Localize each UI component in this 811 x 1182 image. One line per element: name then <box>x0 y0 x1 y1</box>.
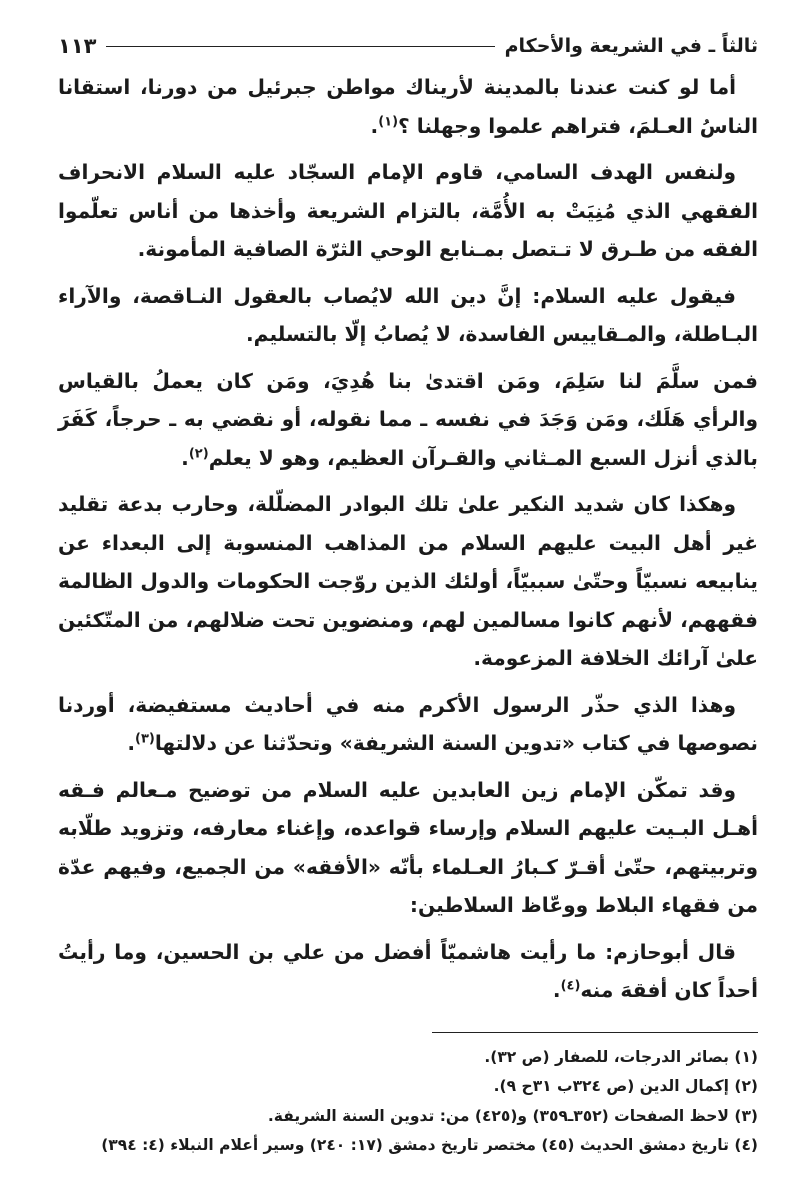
paragraph: وهذا الذي حذّر الرسول الأكرم منه في أحاديث مستفيضة، أوردنا نصوصها في كتاب «تدوين السنة الشريفة» وتحدّثنا عن دلالتها$^{(٣)}$. <box>58 692 758 755</box>
paragraph: قال أبوحازم: ما رأيت هاشميّاً أفضل من علي بن الحسين، وما رأيتُ أحداً كان أفقهَ منه$^{(٤)}$. <box>58 939 758 1002</box>
footnote: (٢) إكمال الدين (ص ٣٢٤ب ٣١ح ٩). <box>493 1077 758 1095</box>
paragraph: ولنفس الهدف السامي، قاوم الإمام السجّاد عليه السلام الانحراف الفقهي الذي مُنِيَتْ به الأُمَّة، بالتزام الشريعة وأخذها من أناس تعلّموا الفقه من طـرق لا تـتصل بمـنابع الوحي الثرّة الصافية المأمونة. <box>58 160 758 261</box>
footnote-ref: (١) <box>378 113 399 129</box>
paragraph: وقد تمكّن الإمام زين العابدين عليه السلام من توضيح مـعالم فـقه أهـل البـيت عليهم السلام وإرساء قواعده، وإغناء معارفه، وتزويد طلّابه وتربيتهم، حتّىٰ أقـرّ كـبارُ العـلماء بأنّه «الأفقه» من الجميع، وفيهم عدّة من فقهاء البلاط ووعّاظ السلاطين: <box>58 777 758 917</box>
paragraph: أما لو كنت عندنا بالمدينة لأريناك مواطن جبرئيل من دورنا، استقانا الناسُ العـلمَ، فتراهم علموا وجهلنا ؟$^{(١)}$. <box>58 75 758 138</box>
page-header <box>58 28 758 64</box>
footnote-ref: (٤) <box>560 978 581 994</box>
paragraph: فمن سلَّمَ لنا سَلِمَ، ومَن اقتدىٰ بنا هُدِيَ، ومَن كان يعملُ بالقياس والرأي هَلَك، ومَن وَجَدَ في نفسه ـ مما نقوله، أو نقضي به ـ حرجاً، كَفَرَ بالذي أنزل السبع المـثاني والقـرآن العظيم، وهو لا يعلم$^{(٢)}$. <box>58 368 758 470</box>
footnote: (٤) تاريخ دمشق الحديث (٤٥) مختصر تاريخ دمشق (١٧: ٢٤٠) وسير أعلام النبلاء (٤: ٣٩٤) <box>101 1136 758 1154</box>
footnote: (١) بصائر الدرجات، للصفار (ص ٣٢). <box>484 1047 758 1066</box>
body-text <box>58 68 758 1010</box>
footnote-ref: (٢) <box>188 445 209 461</box>
footnote-separator <box>432 1032 758 1033</box>
header-rule <box>106 46 494 47</box>
page-number: ١١٣ <box>58 34 97 58</box>
paragraph: وهكذا كان شديد النكير علىٰ تلك البوادر المضلّلة، وحارب بدعة تقليد غير أهل البيت عليهم السلام من المذاهب المنسوبة إلى البعداء عن ينابيعه نسبيّاً وحتّىٰ سببيّاً، أولئك الذين روّجت الحكومات والدول الظالمة فقههم، لأنهم كانوا مسالمين لهم، ومنضوين تحت ضلالهم، من المتّكئين علىٰ آرائك الخلافة المزعومة. <box>58 492 758 670</box>
book-page <box>58 28 758 1161</box>
paragraph: فيقول عليه السلام: إنَّ دين الله لايُصاب بالعقول النـاقصة، والآراء البـاطلة، والمـقاييس الفاسدة، لا يُصابُ إلّا بالتسليم. <box>58 283 758 346</box>
footnote: (٣) لاحظ الصفحات (٣٥٢ـ٣٥٩) و(٤٢٥) من: تدوين السنة الشريفة. <box>267 1106 758 1125</box>
footnote-ref: (٣) <box>134 731 155 747</box>
footnotes <box>58 1043 758 1161</box>
running-title: ثالثاً ـ في الشريعة والأحكام <box>504 35 758 57</box>
